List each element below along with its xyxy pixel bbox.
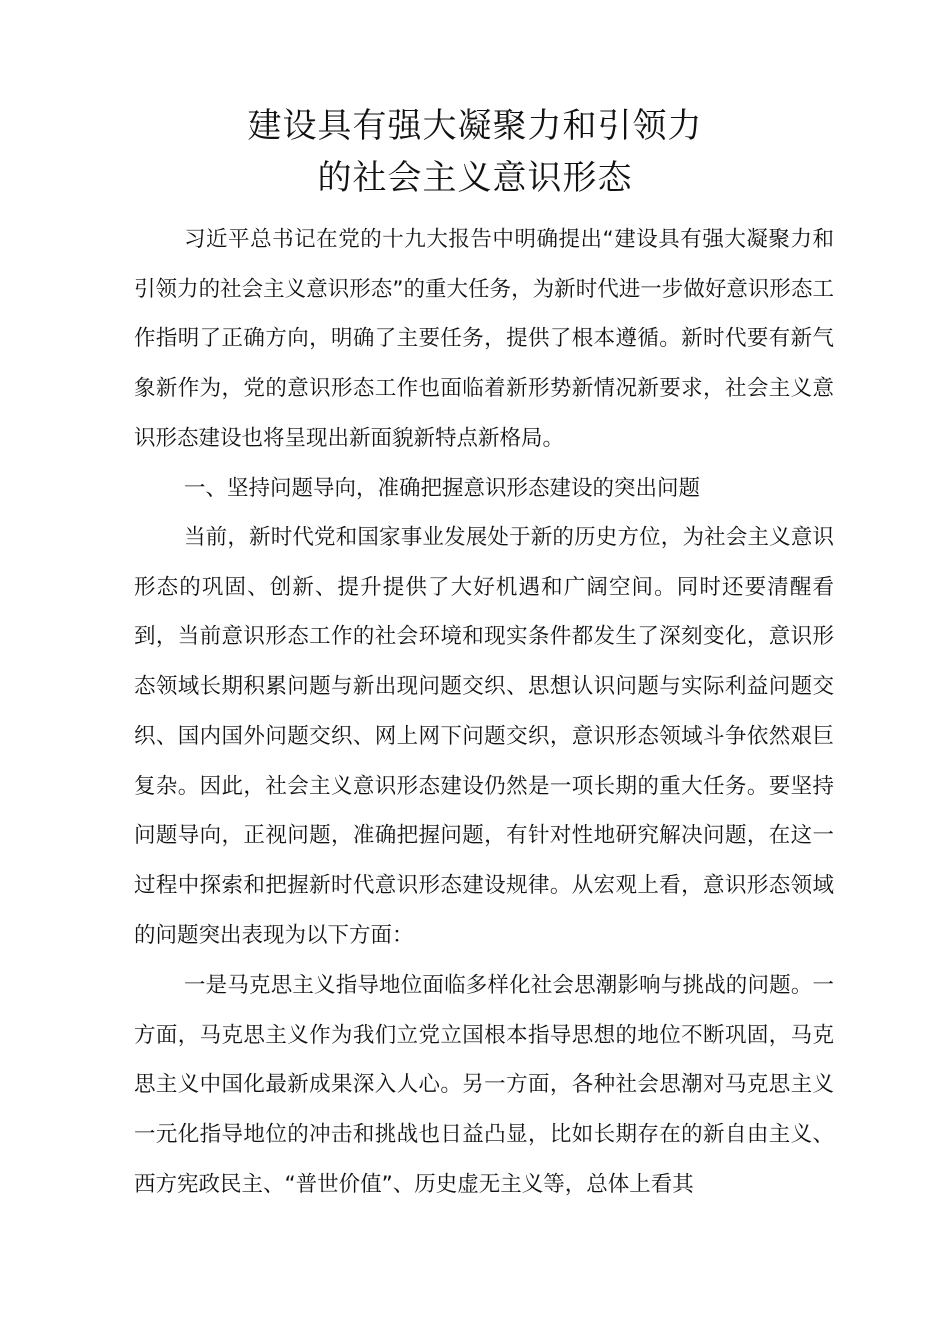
section-1-paragraph-2: 一是马克思主义指导地位面临多样化社会思潮影响与挑战的问题。一方面，马克思主义作为我们立党立国根本指导思想的地位不断巩固，马克思主义中国化最新成果深入人心。另一方面，各种社会思潮对马克思主义一元化指导地位的冲击和挑战也日益凸显，比如长期存在的新自由主义、西方宪政民主、“普世价值”、历史虚无主义等，总体上看其 [134,973,834,1197]
section-1-paragraph-1: 当前，新时代党和国家事业发展处于新的历史方位，为社会主义意识形态的巩固、创新、提升提供了大好机遇和广阔空间。同时还要清醒看到，当前意识形态工作的社会环境和现实条件都发生了深刻变化，意识形态领域长期积累问题与新出现问题交织、思想认识问题与实际利益问题交织、国内国外问题交织、网上网下问题交织，意识形态领域斗争依然艰巨复杂。因此，社会主义意识形态建设仍然是一项长期的重大任务。要坚持问题导向，正视问题，准确把握问题，有针对性地研究解决问题，在这一过程中探索和把握新时代意识形态建设规律。从宏观上看，意识形态领域的问题突出表现为以下方面： [134,525,834,948]
section-heading-1: 一、坚持问题导向，准确把握意识形态建设的突出问题 [184,476,701,501]
document-title-line-1: 建设具有强大凝聚力和引领力 [247,106,703,146]
document-title-line-2: 的社会主义意识形态 [317,158,633,198]
intro-paragraph: 习近平总书记在党的十九大报告中明确提出“建设具有强大凝聚力和引领力的社会主义意识形态”的重大任务，为新时代进一步做好意识形态工作指明了正确方向，明确了主要任务，提供了根本遵循。新时代要有新气象新作为，党的意识形态工作也面临着新形势新情况新要求，社会主义意识形态建设也将呈现出新面貌新特点新格局。 [134,227,834,451]
